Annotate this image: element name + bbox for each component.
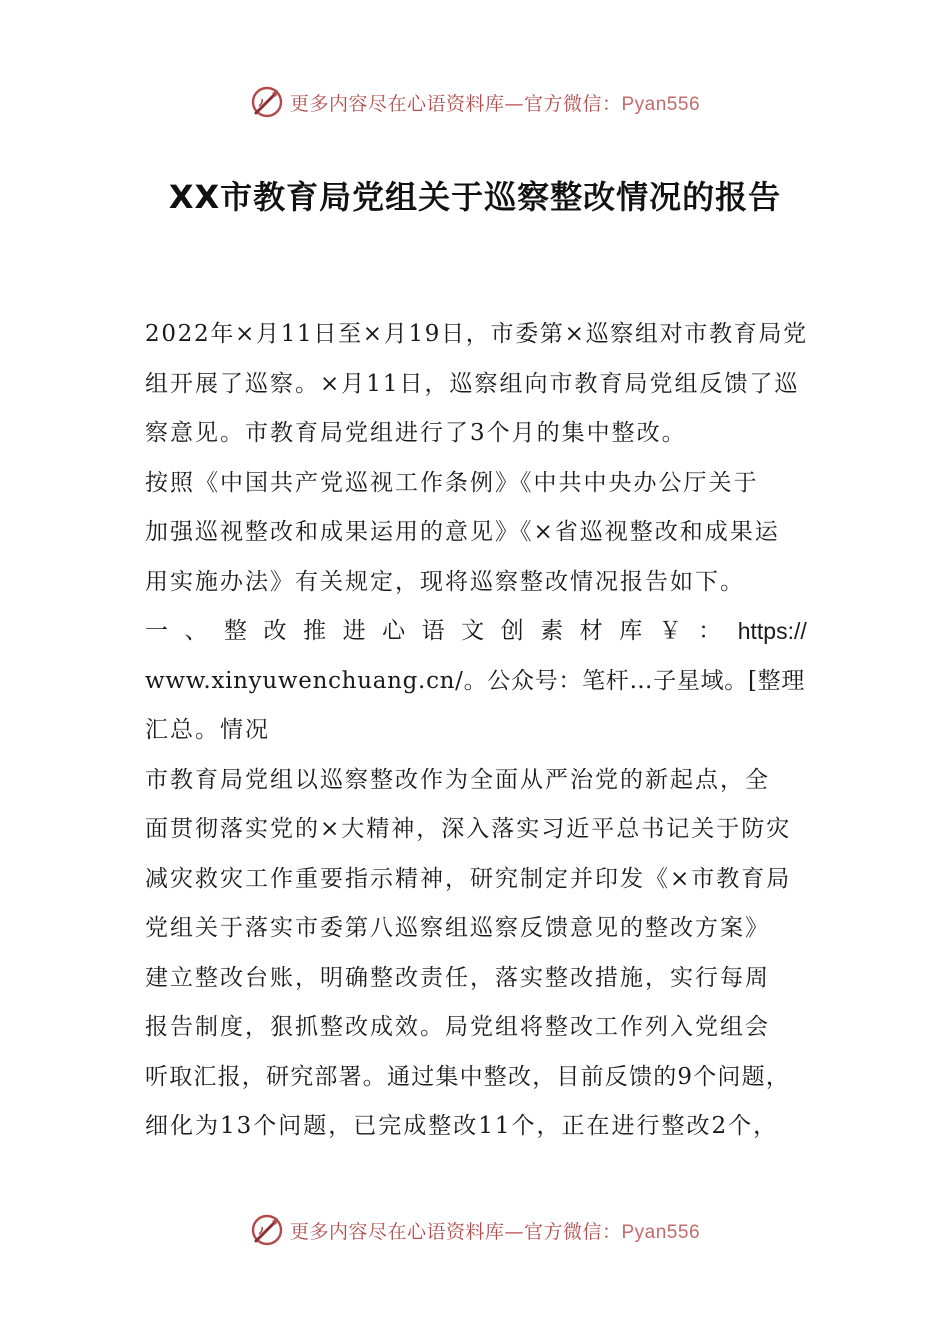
text-line: www.xinyuwenchuang.cn/。公众号：笔杆…子星域。[整理 xyxy=(145,667,806,694)
text-line: 汇总。情况 xyxy=(145,717,270,743)
text-line: 细化为13个问题，已完成整改11个，正在进行整改2个， xyxy=(145,1113,779,1139)
text-line: 减灾救灾工作重要指示精神，研究制定并印发《×市教育局 xyxy=(145,865,792,892)
paragraph-3 xyxy=(145,607,807,756)
paragraph-2 xyxy=(145,459,807,608)
pen-logo-icon xyxy=(250,85,284,119)
text-line: 市教育局党组以巡察整改作为全面从严治党的新起点，全 xyxy=(145,766,770,793)
text-line: 察意见。市教育局党组进行了3个月的集中整改。 xyxy=(145,420,687,446)
paragraph-1 xyxy=(145,310,807,459)
document-body xyxy=(145,310,807,1152)
section-heading-line: 一 、 整 改 推 进 心 语 文 创 素 材 库 ￥ ： https:// xyxy=(145,618,807,644)
banner-text: 更多内容尽在心语资料库—官方微信：Pyan556 xyxy=(289,1220,701,1243)
text-line: 听取汇报，研究部署。通过集中整改，目前反馈的9个问题， xyxy=(145,1063,791,1090)
text-line: 用实施办法》有关规定，现将巡察整改情况报告如下。 xyxy=(145,568,745,595)
header-banner xyxy=(0,80,950,124)
banner-text: 更多内容尽在心语资料库—官方微信：Pyan556 xyxy=(289,92,701,115)
text-line: 加强巡视整改和成果运用的意见》《×省巡视整改和成果运 xyxy=(145,519,780,545)
text-line: 面贯彻落实党的×大精神，深入落实习近平总书记关于防灾 xyxy=(145,816,792,842)
paragraph-4 xyxy=(145,756,807,1152)
footer-banner xyxy=(0,1208,950,1252)
text-line: 建立整改台账，明确整改责任，落实整改措施，实行每周 xyxy=(145,964,770,991)
document-title: XX市教育局党组关于巡察整改情况的报告 xyxy=(168,178,782,216)
pen-logo-icon xyxy=(250,1213,284,1247)
text-line: 组开展了巡察。×月11日，巡察组向市教育局党组反馈了巡 xyxy=(145,370,800,397)
text-line: 按照《中国共产党巡视工作条例》《中共中央办公厅关于 xyxy=(145,469,759,496)
text-line: 2022年×月11日至×月19日，市委第×巡察组对市教育局党 xyxy=(145,321,808,347)
text-line: 党组关于落实市委第八巡察组巡察反馈意见的整改方案》 xyxy=(145,915,770,941)
text-line: 报告制度，狠抓整改成效。局党组将整改工作列入党组会 xyxy=(145,1014,770,1040)
